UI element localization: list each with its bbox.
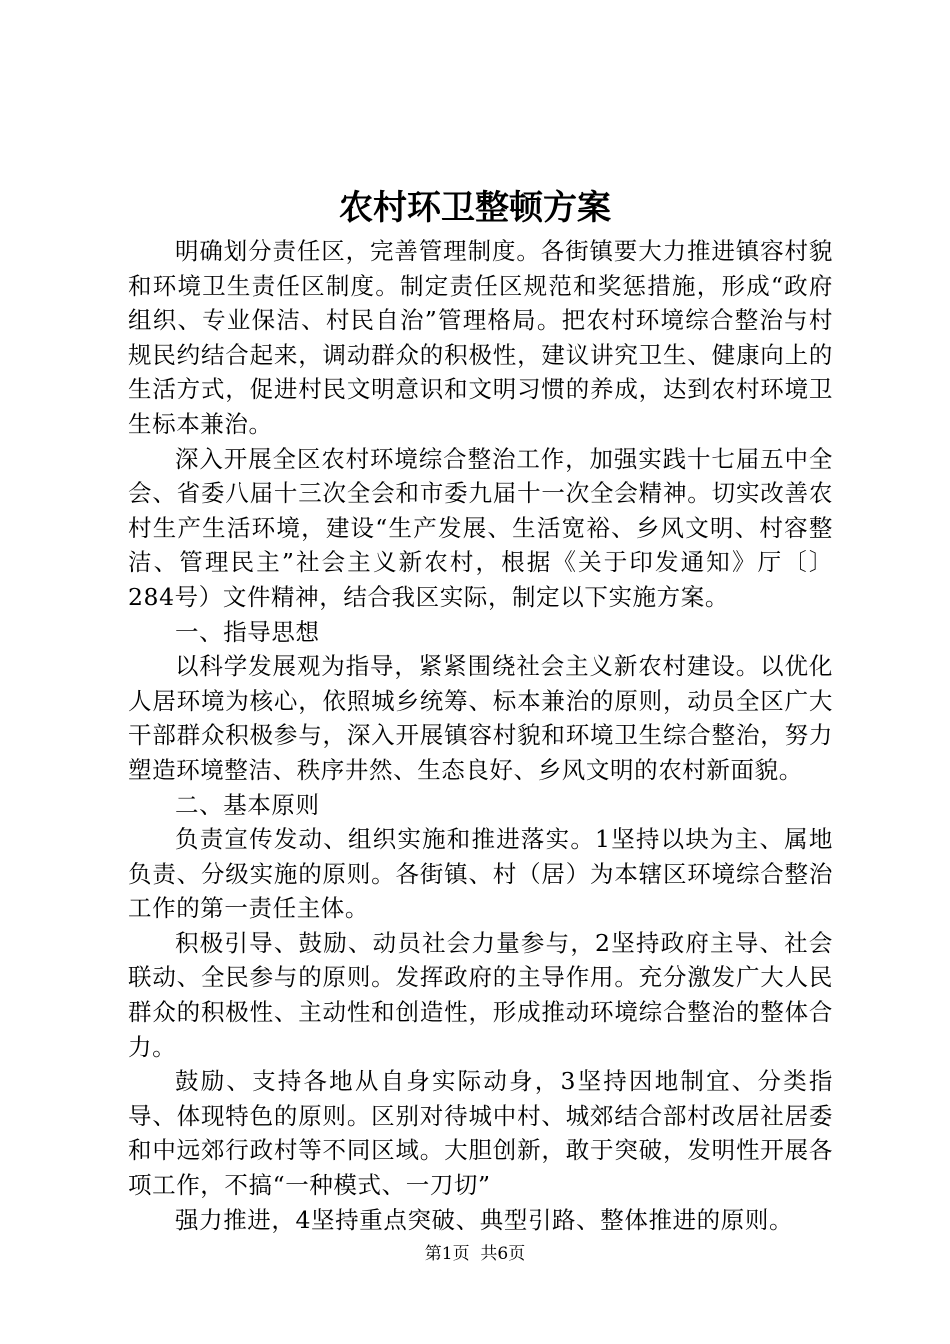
paragraph: 明确划分责任区，完善管理制度。各街镇要大力推进镇容村貌和环境卫生责任区制度。制定责任区规范和奖惩措施，形成“政府组织、专业保洁、村民自治”管理格局。把农村环境综合整治与村规民约结合起来，调动群众的积极性，建议讲究卫生、健康向上的生活方式，促进村民文明意识和文明习惯的养成，达到农村环境卫生标本兼治。	[128, 237, 833, 438]
paragraph: 负责宣传发动、组织实施和推进落实。1坚持以块为主、属地负责、分级实施的原则。各街镇、村（居）为本辖区环境综合整治工作的第一责任主体。	[128, 825, 833, 923]
paragraph: 深入开展全区农村环境综合整治工作，加强实践十七届五中全会、省委八届十三次全会和市委九届十一次全会精神。切实改善农村生产生活环境，建设“生产发展、生活宽裕、乡风文明、村容整洁、管理民主”社会主义新农村，根据《关于印发通知》厅〔〕284号）文件精神，结合我区实际，制定以下实施方案。	[128, 444, 833, 611]
paragraph: 积极引导、鼓励、动员社会力量参与，2坚持政府主导、社会联动、全民参与的原则。发挥政府的主导作用。充分激发广大人民群众的积极性、主动性和创造性，形成推动环境综合整治的整体合力。	[128, 928, 833, 1061]
section-heading-guiding-thought: 一、指导思想	[175, 617, 320, 646]
paragraph: 以科学发展观为指导，紧紧围绕社会主义新农村建设。以优化人居环境为核心，依照城乡统筹、标本兼治的原则，动员全区广大干部群众积极参与，深入开展镇容村貌和环境卫生综合整治，努力塑造环境整洁、秩序井然、生态良好、乡风文明的农村新面貌。	[128, 652, 833, 784]
paragraph: 鼓励、支持各地从自身实际动身，3坚持因地制宜、分类指导、体现特色的原则。区别对待城中村、城郊结合部村改居社居委和中远郊行政村等不同区域。大胆创新，敢于突破，发明性开展各项工作，不搞“一种模式、一刀切”	[128, 1067, 833, 1200]
document-title: 农村环卫整顿方案	[339, 188, 611, 228]
section-heading-basic-principles: 二、基本原则	[175, 790, 320, 819]
document-body	[128, 234, 833, 1237]
page-footer: 第1页 共6页	[424, 1244, 526, 1264]
paragraph: 强力推进，4坚持重点突破、典型引路、整体推进的原则。	[175, 1205, 794, 1234]
